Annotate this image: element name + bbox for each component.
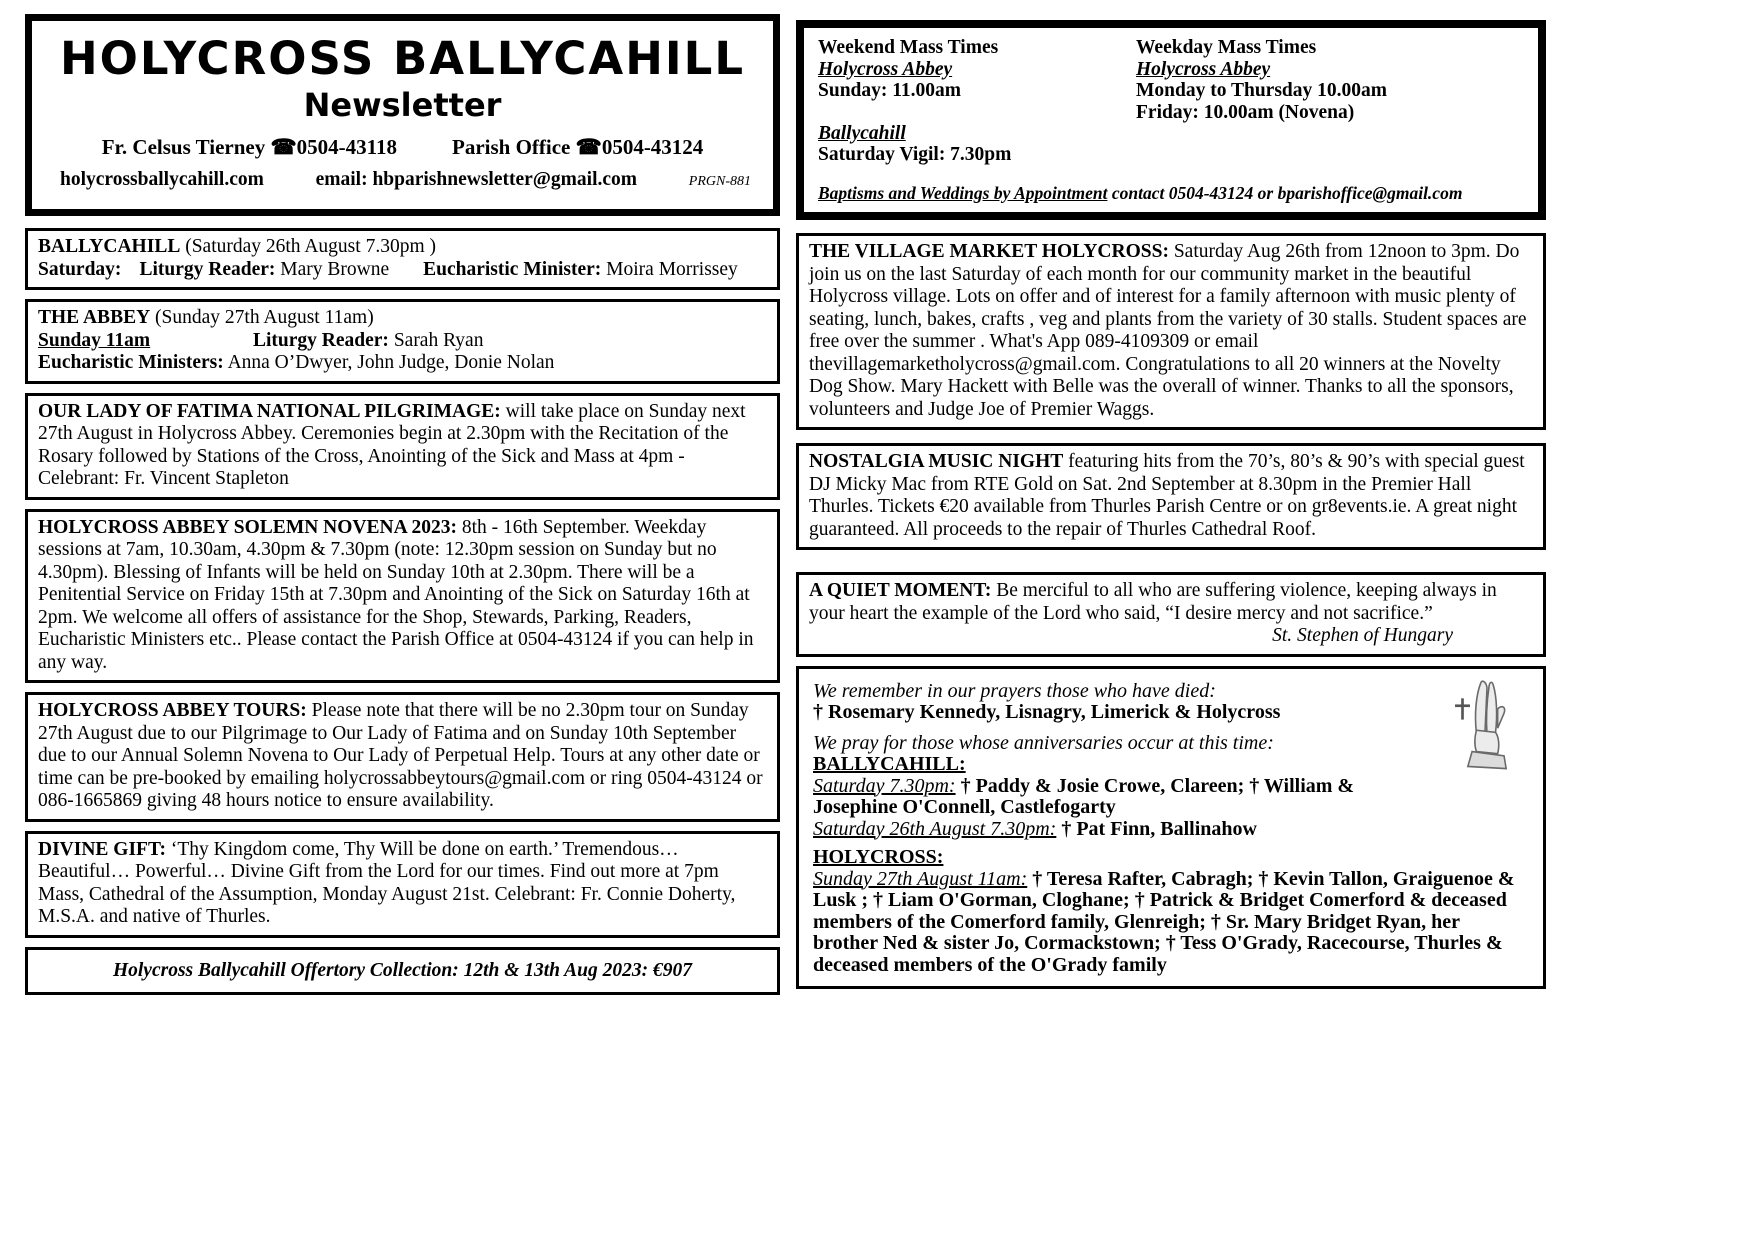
section-title: HOLYCROSS ABBEY TOURS: — [38, 700, 307, 721]
anniversary-date: Saturday 7.30pm: — [813, 774, 956, 797]
reader-label: Liturgy Reader: — [253, 329, 389, 351]
phone-icon: ☎ — [575, 135, 602, 160]
ministers-label: Eucharistic Ministers: — [38, 352, 224, 373]
anniversary-names: † Pat Finn, Ballinahow — [1056, 817, 1257, 840]
priest-name: Fr. Celsus Tierney — [101, 135, 266, 160]
ballycahill-anniversaries-heading: BALLYCAHILL: — [813, 753, 966, 775]
section-nostalgia-night — [796, 443, 1546, 550]
anniversary-date: Sunday 27th August 11am: — [813, 867, 1028, 890]
section-title: DIVINE GIFT: — [38, 838, 167, 860]
weekday-abbey-label: Holycross Abbey — [1136, 58, 1271, 80]
section-title: HOLYCROSS ABBEY SOLEMN NOVENA 2023: — [38, 516, 457, 538]
rota-line — [38, 330, 767, 353]
section-title: THE VILLAGE MARKET HOLYCROSS: — [809, 241, 1169, 262]
baptisms-line — [818, 183, 1524, 205]
section-body: will take place on Sunday next 27th August in Holycross Abbey. Ceremonies begin at 2.30pm with the Recitation of the Rosary followed by Stations of the Cross, Anointing of the Sick and Mass at 4pm - Celebrant: Fr. Vincent Stapleton — [38, 400, 746, 489]
section-quiet-moment — [796, 572, 1546, 657]
rota-line — [38, 352, 767, 375]
office-phone: 0504-43124 — [601, 135, 704, 160]
anniversary-names: † Teresa Rafter, Cabragh; † Kevin Tallon, Graiguenoe & Lusk ; † Liam O'Gorman, Cloghane; † Patrick & Bridget Comerford & deceased members of the Comerford family, Glenreigh; † Sr. Mary Bridget Ryan, her brother Ned & sister Jo, Cormackstown; † Tess O'Grady, Racecourse, Thurles & deceased members of the O'Grady family — [813, 867, 1515, 976]
section-abbey-rota — [25, 299, 780, 384]
priest-contact — [102, 135, 397, 160]
section-paragraph — [38, 517, 767, 675]
spacer — [818, 102, 1136, 123]
section-paragraph — [38, 401, 767, 491]
anniversaries-intro: We pray for those whose anniversaries occur at this time: — [813, 731, 1274, 754]
weekday-time-1: Monday to Thursday 10.00am — [1136, 80, 1388, 101]
mass-times-box — [796, 20, 1546, 220]
mass-time-label: Sunday 11am — [38, 329, 151, 351]
holycross-anniversaries-heading: HOLYCROSS: — [813, 846, 944, 868]
praying-hands-icon — [1447, 677, 1527, 781]
anniversary-entry — [813, 869, 1529, 977]
anniversary-date: Saturday 26th August 7.30pm: — [813, 817, 1057, 840]
weekday-mass-times — [1136, 37, 1387, 166]
baptisms-underlined: Baptisms and Weddings by Appointment — [818, 182, 1108, 203]
baptisms-rest: contact 0504-43124 or bparishoffice@gmail.com — [1107, 182, 1463, 203]
rota-heading — [38, 307, 767, 330]
web-line — [42, 169, 763, 191]
masthead — [25, 14, 780, 216]
section-body: featuring hits from the 70’s, 80’s & 90’s with special guest DJ Micky Mac from RTE Gold on Sat. 2nd September at 8.30pm in the Premier Hall Thurles. Tickets €20 available from Thurles Parish Centre or on gr8events.ie. A great night guaranteed. All proceeds to the repair of Thurles Cathedral Roof. — [809, 451, 1525, 540]
section-body: Be merciful to all who are suffering violence, keeping always in your heart the example of the Lord who said, “I desire mercy and not sacrifice.” — [809, 580, 1497, 624]
section-village-market — [796, 233, 1546, 430]
weekend-abbey-label: Holycross Abbey — [818, 58, 953, 80]
section-title: NOSTALGIA MUSIC NIGHT — [809, 451, 1064, 472]
section-divine-gift — [25, 831, 780, 938]
newsletter-title: HOLYCROSS BALLYCAHILL — [59, 32, 745, 85]
section-body: Please note that there will be no 2.30pm tour on Sunday 27th August due to our Pilgrimage to Our Lady of Fatima and on Sunday 10th September due to our Annual Solemn Novena to Our Lady of Perpetual Help. Tours at any other date or time can be pre-booked by emailing holycrossabbeytours@gmail.com or ring 0504-43124 or 086-1665869 giving 48 hours notice to ensure availability. — [38, 700, 763, 811]
section-body: ‘Thy Kingdom come, Thy Will be done on earth.’ Tremendous… Beautiful… Powerful… Divine Gift from the Lord for our times. Find out more at 7pm Mass, Cathedral of the Assumption, Monday August 21st. Celebrant: Fr. Connie Doherty, M.S.A. and native of Thurles. — [38, 838, 736, 927]
weekend-heading: Weekend Mass Times — [818, 37, 999, 58]
deceased-names: † Rosemary Kennedy, Lisnagry, Limerick & Holycross — [813, 701, 1281, 723]
offertory-text: Holycross Ballycahill Offertory Collection: 12th & 13th Aug 2023: €907 — [112, 959, 693, 981]
section-title: BALLYCAHILL — [38, 236, 181, 257]
website-text: holycrossballycahill.com — [60, 169, 264, 191]
section-offertory-collection — [25, 947, 780, 996]
mass-times-columns — [818, 37, 1524, 166]
ministers-names: Anna O’Dwyer, John Judge, Donie Nolan — [223, 352, 555, 373]
reader-name: Mary Browne — [280, 258, 390, 280]
office-contact — [452, 135, 703, 160]
contact-line — [42, 135, 763, 160]
left-column — [25, 14, 780, 1004]
section-prayers — [796, 666, 1546, 990]
minister-name: Moira Morrissey — [606, 258, 738, 280]
reader-label: Liturgy Reader: — [139, 258, 276, 280]
section-solemn-novena — [25, 509, 780, 684]
deceased-intro: We remember in our prayers those who have died: — [813, 679, 1216, 702]
email-label: email: — [315, 169, 368, 191]
right-column — [796, 14, 1546, 998]
section-paragraph — [38, 839, 767, 929]
section-ballycahill-rota — [25, 228, 780, 290]
day-label: Saturday: — [38, 258, 122, 280]
section-title: OUR LADY OF FATIMA NATIONAL PILGRIMAGE: — [38, 400, 501, 422]
section-title: A QUIET MOMENT: — [809, 580, 992, 601]
section-body: Saturday Aug 26th from 12noon to 3pm. Do join us on the last Saturday of each month for our community market in the beautiful Holycross village. Lots on offer and of interest for a family afternoon with music plenty of seating, lunch, bakes, crafts , veg and plants from the variety of 30 stalls. Student spaces are free over the summer . What's App 089-4109309 or email thevillagemarketholycross@gmail.com. Congratulations to all 20 winners at the Novelty Dog Show. Mary Hackett with Belle was the overall of winner. Thanks to all the sponsors, volunteers and Judge Joe of Premier Waggs. — [809, 241, 1527, 420]
email-group — [316, 169, 637, 191]
priest-phone: 0504-43118 — [296, 135, 397, 160]
rota-when: (Saturday 26th August 7.30pm ) — [180, 236, 436, 257]
section-title: THE ABBEY — [38, 307, 151, 328]
section-abbey-tours — [25, 692, 780, 822]
section-body: 8th - 16th September. Weekday sessions at 7am, 10.30am, 4.30pm & 7.30pm (note: 12.30pm session on Sunday but no 4.30pm). Blessing of Infants will be held on Sunday 10th at 2.30pm. There will be a Penitential Service on Friday 15th at 7.30pm and Anointing of the Sick on Saturday 16th at 2pm. We welcome all offers of assistance for the Shop, Stewards, Parking, Readers, Eucharistic Ministers etc.. Please contact the Parish Office at 0504-43124 if you can help in any way. — [38, 516, 754, 673]
section-paragraph — [809, 580, 1533, 625]
section-paragraph — [809, 241, 1533, 421]
anniversary-entry — [813, 819, 1529, 841]
section-fatima-pilgrimage — [25, 393, 780, 500]
weekday-time-2: Friday: 10.00am (Novena) — [1136, 101, 1355, 123]
rota-when: (Sunday 27th August 11am) — [150, 307, 374, 328]
office-label: Parish Office — [452, 135, 571, 160]
section-paragraph — [38, 700, 767, 813]
weekend-abbey-time: Sunday: 11.00am — [818, 80, 962, 101]
minister-label: Eucharistic Minister: — [423, 258, 602, 280]
rota-heading — [38, 236, 767, 259]
section-paragraph — [809, 451, 1533, 541]
quote-attribution: St. Stephen of Hungary — [1272, 625, 1453, 646]
newsletter-subtitle: Newsletter — [303, 86, 502, 125]
phone-icon: ☎ — [270, 135, 297, 160]
weekday-heading: Weekday Mass Times — [1136, 37, 1317, 58]
email-address: hbparishnewsletter@gmail.com — [372, 169, 638, 191]
rota-line — [38, 259, 767, 282]
weekend-mass-times — [818, 37, 1136, 166]
ballycahill-vigil-time: Saturday Vigil: 7.30pm — [818, 144, 1012, 165]
reader-name: Sarah Ryan — [388, 329, 484, 351]
anniversary-names: † Paddy & Josie Crowe, Clareen; † William & Josephine O'Connell, Castlefogarty — [813, 774, 1355, 818]
ballycahill-label: Ballycahill — [818, 122, 906, 144]
anniversary-entry — [813, 776, 1529, 819]
publication-code: PRGN-881 — [688, 174, 751, 190]
